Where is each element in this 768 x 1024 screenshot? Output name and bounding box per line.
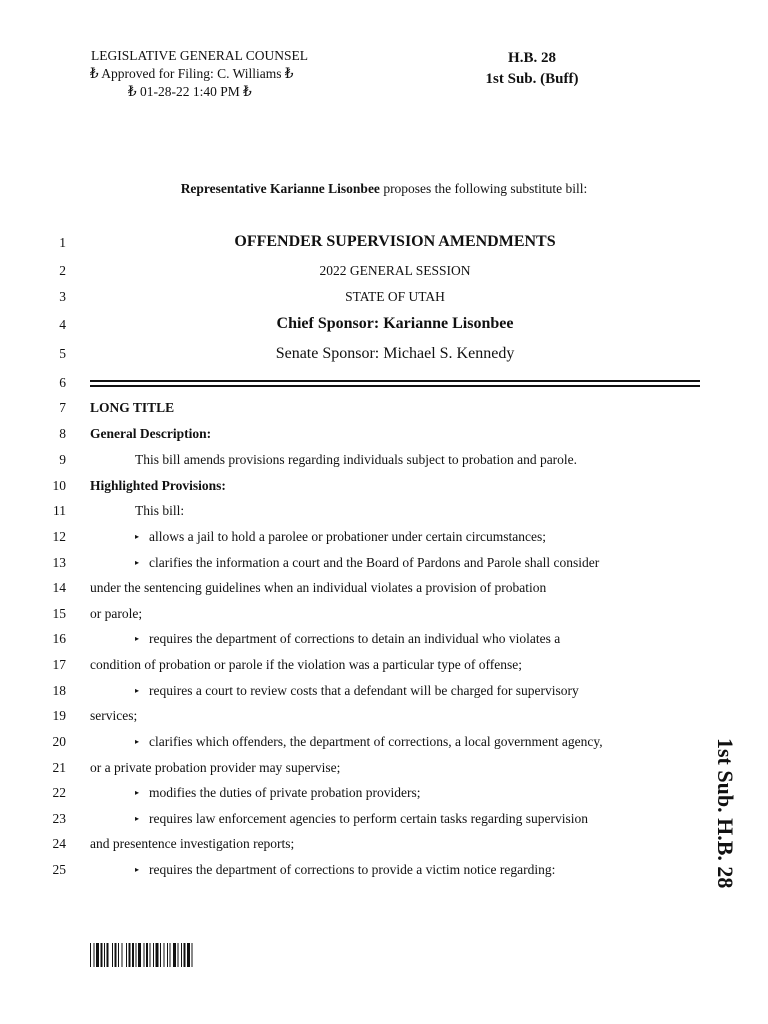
line-number: 21 — [52, 760, 66, 775]
this-bill-text: This bill: — [135, 503, 185, 518]
barcode-bar — [138, 943, 141, 967]
counsel-block — [90, 47, 340, 101]
barcode-bar — [126, 943, 127, 967]
long-title-heading: LONG TITLE — [90, 400, 175, 415]
line-number: 17 — [52, 657, 66, 672]
bullet-icon: ▸ — [135, 814, 140, 823]
barcode-bar — [181, 943, 182, 967]
barcode-bar — [122, 943, 123, 967]
line-number: 4 — [59, 317, 66, 332]
proposer-text: proposes the following substitute bill: — [379, 181, 588, 196]
senate-sponsor: Senate Sponsor: Michael S. Kennedy — [275, 345, 515, 362]
provision-continuation: or parole; — [90, 606, 143, 621]
approval-line: ₺ Approved for Filing: C. Williams ₺ — [90, 66, 294, 81]
bill-id-block — [462, 48, 602, 90]
provision-continuation: condition of probation or parole if the violation was a particular type of offense; — [90, 657, 522, 672]
counsel-name: LEGISLATIVE GENERAL COUNSEL — [91, 48, 308, 63]
line-number: 9 — [59, 452, 66, 467]
barcode-bar — [136, 943, 137, 967]
double-rule-top — [90, 380, 700, 382]
barcode-bar — [187, 943, 190, 967]
line-number: 23 — [52, 811, 66, 826]
line-number: 22 — [52, 785, 66, 800]
barcode-icon — [90, 943, 284, 967]
line-number: 18 — [52, 683, 66, 698]
general-description-text: This bill amends provisions regarding individuals subject to probation and parole. — [135, 452, 578, 467]
provision-item: ▸ clarifies the information a court and the Board of Pardons and Parole shall consider — [135, 555, 600, 570]
barcode-bar — [170, 943, 171, 967]
line-number: 5 — [59, 346, 66, 361]
line-number: 15 — [52, 606, 66, 621]
bullet-icon: ▸ — [135, 634, 140, 643]
line-number: 8 — [59, 426, 66, 441]
barcode-bar — [167, 943, 168, 967]
side-label-text: 1st Sub. H.B. 28 — [713, 738, 738, 889]
highlighted-provisions-heading: Highlighted Provisions: — [90, 478, 226, 493]
barcode-bar — [90, 943, 91, 967]
line-number: 25 — [52, 862, 66, 877]
barcode-bar — [160, 943, 161, 967]
line-number: 7 — [59, 400, 66, 415]
line-number: 6 — [59, 375, 66, 390]
substitute-label: 1st Sub. (Buff) — [485, 71, 579, 87]
provision-item: ▸ allows a jail to hold a parolee or probationer under certain circumstances; — [135, 529, 546, 544]
proposer-name: Representative Karianne Lisonbee — [180, 181, 380, 196]
line-number: 10 — [52, 478, 66, 493]
barcode-bar — [156, 943, 159, 967]
line-number: 13 — [52, 555, 66, 570]
barcode-bar — [94, 943, 95, 967]
barcode-bar — [129, 943, 131, 967]
state-line: STATE OF UTAH — [345, 289, 445, 304]
barcode-bar — [115, 943, 117, 967]
barcode-bar — [144, 943, 145, 967]
provision-continuation: services; — [90, 708, 138, 723]
line-number: 24 — [52, 836, 66, 851]
barcode-bar — [101, 943, 103, 967]
barcode-bar — [153, 943, 154, 967]
barcode-bar — [178, 943, 179, 967]
barcode-bar — [184, 943, 186, 967]
barcode-bar — [132, 943, 134, 967]
line-number: 12 — [52, 529, 66, 544]
barcode-bar — [164, 943, 165, 967]
line-number: 2 — [59, 263, 66, 278]
general-description-heading: General Description: — [90, 426, 212, 441]
line-number: 1 — [59, 235, 66, 250]
barcode-bar — [107, 943, 109, 967]
bill-title: OFFENDER SUPERVISION AMENDMENTS — [234, 233, 556, 250]
provision-continuation: or a private probation provider may supervise; — [90, 760, 341, 775]
provision-item: ▸ requires the department of corrections to detain an individual who violates a — [135, 631, 561, 646]
provision-continuation: and presentence investigation reports; — [90, 836, 295, 851]
line-number: 20 — [52, 734, 66, 749]
line-number: 11 — [53, 503, 66, 518]
line-number: 16 — [52, 631, 66, 646]
barcode-bar — [112, 943, 113, 967]
line-number: 19 — [52, 708, 66, 723]
bullet-icon: ▸ — [135, 788, 140, 797]
line-number: 3 — [59, 289, 66, 304]
barcode-bar — [118, 943, 119, 967]
barcode-bar — [146, 943, 148, 967]
approval-datetime: ₺ 01-28-22 1:40 PM ₺ — [128, 84, 252, 99]
bullet-icon: ▸ — [135, 532, 140, 541]
bill-number: H.B. 28 — [508, 50, 556, 66]
bullet-icon: ▸ — [135, 558, 140, 567]
bullet-icon: ▸ — [135, 737, 140, 746]
proposer-line — [0, 181, 768, 197]
bullet-icon: ▸ — [135, 686, 140, 695]
provision-item: ▸ requires a court to review costs that a defendant will be charged for supervisory — [135, 683, 579, 698]
provision-continuation: under the sentencing guidelines when an individual violates a provision of probation — [90, 580, 547, 595]
provision-item: ▸ clarifies which offenders, the department of corrections, a local government agency, — [135, 734, 603, 749]
provision-item: ▸ requires the department of corrections to provide a victim notice regarding: — [135, 862, 556, 877]
line-number: 14 — [52, 580, 66, 595]
barcode-bar — [96, 943, 99, 967]
barcode-bar — [173, 943, 176, 967]
double-rule-bottom — [90, 385, 700, 387]
provision-item: ▸ requires law enforcement agencies to perform certain tasks regarding supervision — [135, 811, 588, 826]
side-label — [700, 738, 740, 928]
session-line: 2022 GENERAL SESSION — [319, 263, 471, 278]
barcode-bar — [104, 943, 105, 967]
chief-sponsor: Chief Sponsor: Karianne Lisonbee — [276, 315, 514, 332]
barcode-bar — [150, 943, 151, 967]
provision-item: ▸ modifies the duties of private probation providers; — [135, 785, 421, 800]
bullet-icon: ▸ — [135, 865, 140, 874]
barcode-bar — [192, 943, 193, 967]
